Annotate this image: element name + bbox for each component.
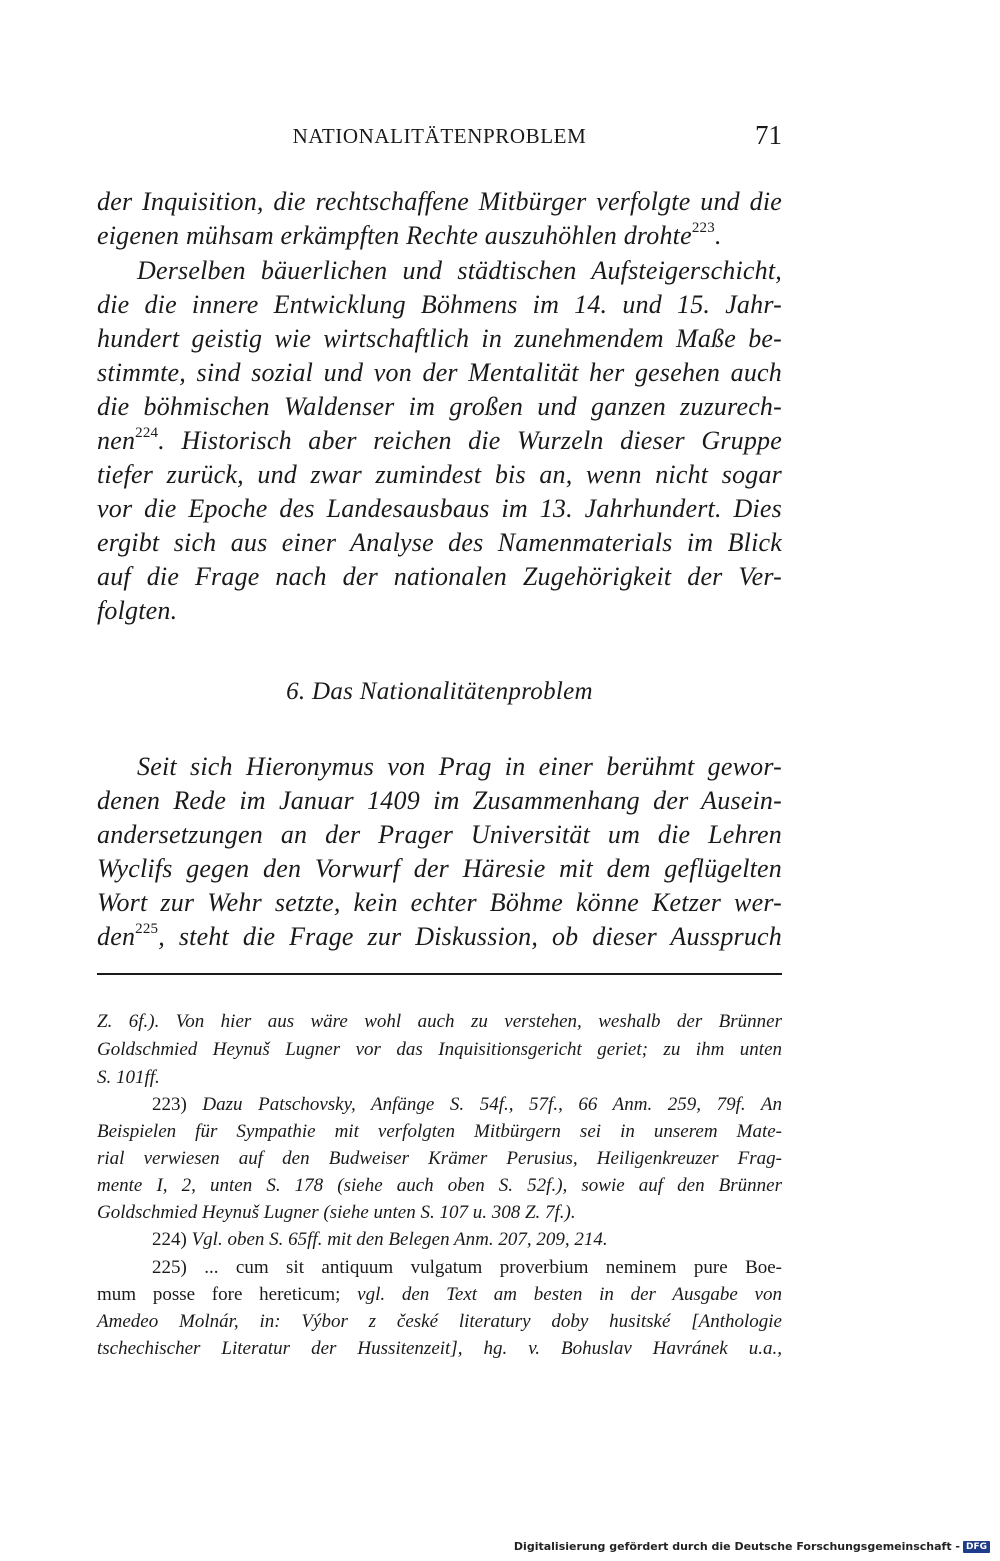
footnote-line	[97, 1283, 782, 1307]
body-line: folgten.	[97, 596, 178, 625]
body-line: Wyclifs gegen den Vorwurf der Häresie mit dem geflügelten	[97, 854, 782, 883]
dfg-logo-icon: DFG	[963, 1541, 990, 1553]
credit-text: Digitalisierung gefördert durch die Deutsche Forschungsgemeinschaft -	[513, 1540, 960, 1553]
footnote-text: ... cum sit antiquum vulgatum proverbium neminem pure Boe-	[204, 1257, 783, 1278]
footnote-line: Goldschmied Heynuš Lugner (siehe unten S. 107 u. 308 Z. 7f.).	[97, 1202, 576, 1223]
body-line: tiefer zurück, und zwar zumindest bis an, wenn nicht sogar	[97, 460, 782, 489]
body-line: Seit sich Hieronymus von Prag in einer berühmt gewor-	[137, 752, 782, 781]
body-line: ergibt sich aus einer Analyse des Namenmaterials im Blick	[97, 528, 782, 557]
footnote-ref: 225	[135, 921, 159, 938]
footnote-text: vgl. den Text am besten in der Ausgabe von	[357, 1284, 782, 1305]
body-line: auf die Frage nach der nationalen Zugehörigkeit der Ver-	[97, 562, 782, 591]
body-text: . Historisch aber reichen die Wurzeln dieser Gruppe	[158, 426, 782, 455]
body-line: andersetzungen an der Prager Universität um die Lehren	[97, 820, 782, 849]
footnote-line: tschechischer Literatur der Hussitenzeit], hg. v. Bohuslav Havránek u.a.,	[97, 1338, 782, 1359]
footnote-223	[152, 1093, 782, 1117]
footnote-line: rial verwiesen auf den Budweiser Krämer Perusius, Heiligenkreuzer Frag-	[97, 1148, 782, 1169]
footnote-line: S. 101ff.	[97, 1067, 160, 1088]
body-line: vor die Epoche des Landesausbaus im 13. Jahrhundert. Dies	[97, 494, 782, 523]
body-line: hundert geistig wie wirtschaftlich in zunehmendem Maße be-	[97, 324, 782, 353]
footnote-line: Beispielen für Sympathie mit verfolgten Mitbürgern sei in unserem Mate-	[97, 1121, 782, 1142]
page-header	[97, 120, 782, 160]
body-text: nen	[97, 426, 136, 455]
body-line: Derselben bäuerlichen und städtischen Aufsteigerschicht,	[137, 256, 782, 285]
footnote-line: Amedeo Molnár, in: Výbor z české literatury doby husitské [Anthologie	[97, 1311, 782, 1332]
footnote-text: Vgl. oben S. 65ff. mit den Belegen Anm. 207, 209, 214.	[191, 1229, 608, 1250]
digitization-credit	[514, 1540, 990, 1553]
footnote-line: Z. 6f.). Von hier aus wäre wohl auch zu verstehen, weshalb der Brünner	[97, 1011, 782, 1032]
footnote-text: Dazu Patschovsky, Anfänge S. 54f., 57f., 66 Anm. 259, 79f. An	[202, 1094, 783, 1115]
footnote-number: 223)	[152, 1094, 187, 1115]
body-line: der Inquisition, die rechtschaffene Mitbürger verfolgte und die	[97, 187, 782, 216]
footnote-224	[152, 1228, 782, 1252]
body-text: den	[97, 922, 136, 951]
body-text: .	[714, 221, 722, 250]
footnote-225	[152, 1256, 782, 1280]
footnote-rule	[97, 973, 782, 975]
footnote-ref: 224	[135, 425, 159, 442]
body-line: die böhmischen Waldenser im großen und ganzen zuzurech-	[97, 392, 782, 421]
body-line: stimmte, sind sozial und von der Mentalität her gesehen auch	[97, 358, 782, 387]
footnote-number: 225)	[152, 1257, 187, 1278]
footnote-line: mente I, 2, unten S. 178 (siehe auch oben S. 52f.), sowie auf den Brünner	[97, 1175, 782, 1196]
footnote-ref: 223	[691, 220, 715, 237]
body-line: die die innere Entwicklung Böhmens im 14. und 15. Jahr-	[97, 290, 782, 319]
footnote-number: 224)	[152, 1229, 187, 1250]
body-line: Wort zur Wehr setzte, kein echter Böhme könne Ketzer wer-	[97, 888, 782, 917]
page-number: 71	[755, 120, 782, 150]
body-line	[97, 424, 782, 458]
body-line	[97, 920, 782, 954]
body-line: denen Rede im Januar 1409 im Zusammenhang der Ausein-	[97, 786, 782, 815]
body-text: eigenen mühsam erkämpften Rechte auszuhöhlen drohte	[97, 221, 692, 250]
running-head: NATIONALITÄTENPROBLEM	[292, 124, 587, 148]
body-line	[97, 219, 782, 253]
body-text: , steht die Frage zur Diskussion, ob dieser Ausspruch	[158, 922, 782, 951]
section-heading: 6. Das Nationalitätenproblem	[286, 678, 593, 705]
footnote-line: Goldschmied Heynuš Lugner vor das Inquisitionsgericht geriet; zu ihm unten	[97, 1039, 782, 1060]
footnote-text: mum posse fore hereticum;	[97, 1284, 341, 1305]
